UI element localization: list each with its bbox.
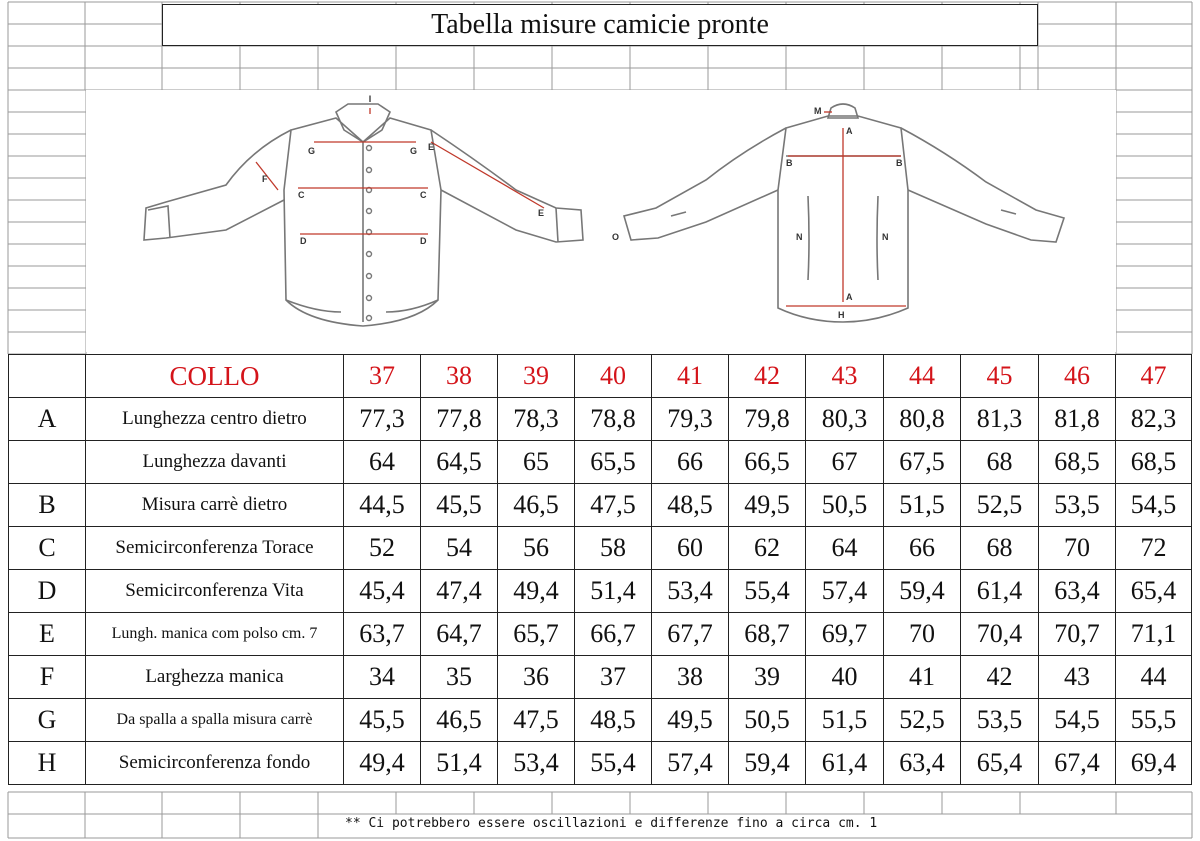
measure-value: 68 (961, 527, 1039, 570)
front-buttons (367, 146, 372, 321)
measure-value: 67,5 (884, 441, 961, 484)
measure-label: Misura carrè dietro (86, 484, 344, 527)
measure-value: 67 (806, 441, 884, 484)
measure-value: 58 (575, 527, 652, 570)
measure-value: 72 (1116, 527, 1192, 570)
measure-value: 66 (884, 527, 961, 570)
size-header-cell: 43 (806, 355, 884, 398)
diagram-label: G (308, 146, 316, 156)
measure-value: 78,3 (498, 398, 575, 441)
measure-value: 48,5 (652, 484, 729, 527)
table-row (9, 398, 1192, 441)
measure-value: 52 (344, 527, 421, 570)
size-header-cell: 42 (729, 355, 806, 398)
back-shirt-drawing (624, 104, 1064, 322)
measure-value: 49,4 (344, 742, 421, 785)
table-row (9, 656, 1192, 699)
measure-value: 80,3 (806, 398, 884, 441)
size-header-cell: 41 (652, 355, 729, 398)
measure-value: 70 (1039, 527, 1116, 570)
measure-value: 39 (729, 656, 806, 699)
measure-value: 56 (498, 527, 575, 570)
table-row (9, 527, 1192, 570)
diagram-label: H (838, 310, 845, 320)
diagram-label: N (796, 232, 803, 242)
measure-value: 51,4 (421, 742, 498, 785)
measure-value: 66,7 (575, 613, 652, 656)
measure-value: 52,5 (884, 699, 961, 742)
measure-value: 47,5 (575, 484, 652, 527)
size-header-row (9, 355, 1192, 398)
measure-value: 52,5 (961, 484, 1039, 527)
measure-value: 62 (729, 527, 806, 570)
measure-value: 54 (421, 527, 498, 570)
measure-value: 78,8 (575, 398, 652, 441)
diagram-label: A (846, 292, 853, 302)
front-shirt-drawing (144, 104, 583, 326)
size-header-cell: 38 (421, 355, 498, 398)
measure-value: 49,5 (729, 484, 806, 527)
measure-label: Lunghezza centro dietro (86, 398, 344, 441)
measure-value: 46,5 (421, 699, 498, 742)
measure-value: 65,4 (1116, 570, 1192, 613)
measure-value: 63,4 (1039, 570, 1116, 613)
diagram-label: I (368, 94, 372, 104)
measure-value: 77,3 (344, 398, 421, 441)
measure-value: 70 (884, 613, 961, 656)
measure-letter: A (9, 398, 86, 441)
diagram-label: A (846, 126, 853, 136)
measure-value: 66,5 (729, 441, 806, 484)
footnote: ** Ci potrebbero essere oscillazioni e differenze fino a circa cm. 1 (345, 816, 878, 831)
measure-letter: F (9, 656, 86, 699)
measure-value: 55,5 (1116, 699, 1192, 742)
measure-value: 68,5 (1116, 441, 1192, 484)
measure-value: 64,7 (421, 613, 498, 656)
measure-value: 68,5 (1039, 441, 1116, 484)
measure-label: Semicirconferenza fondo (86, 742, 344, 785)
measure-value: 53,4 (498, 742, 575, 785)
diagram-label: N (882, 232, 889, 242)
size-header-cell: 39 (498, 355, 575, 398)
measure-value: 51,5 (806, 699, 884, 742)
measure-label: Larghezza manica (86, 656, 344, 699)
measure-value: 47,4 (421, 570, 498, 613)
measure-value: 81,3 (961, 398, 1039, 441)
measure-value: 67,4 (1039, 742, 1116, 785)
measure-value: 47,5 (498, 699, 575, 742)
measure-value: 70,7 (1039, 613, 1116, 656)
measure-value: 65,7 (498, 613, 575, 656)
diagram-label: G (410, 146, 418, 156)
size-header-cell: 46 (1039, 355, 1116, 398)
measure-value: 82,3 (1116, 398, 1192, 441)
diagram-label: D (300, 236, 307, 246)
measure-value: 55,4 (729, 570, 806, 613)
size-header-cell: 45 (961, 355, 1039, 398)
table-row (9, 742, 1192, 785)
diagram-label: F (262, 174, 268, 184)
measure-value: 57,4 (652, 742, 729, 785)
corner-cell (9, 355, 86, 398)
measure-letter: H (9, 742, 86, 785)
measure-value: 48,5 (575, 699, 652, 742)
table-row (9, 441, 1192, 484)
page-title: Tabella misure camicie pronte (162, 4, 1038, 46)
measure-value: 34 (344, 656, 421, 699)
measure-value: 64 (806, 527, 884, 570)
measure-value: 79,3 (652, 398, 729, 441)
measure-value: 54,5 (1116, 484, 1192, 527)
measure-value: 36 (498, 656, 575, 699)
size-header-cell: 44 (884, 355, 961, 398)
measure-value: 44,5 (344, 484, 421, 527)
measure-value: 63,7 (344, 613, 421, 656)
shirt-measurement-diagram (86, 90, 1116, 352)
measure-value: 71,1 (1116, 613, 1192, 656)
measure-value: 50,5 (729, 699, 806, 742)
measure-value: 59,4 (729, 742, 806, 785)
measure-value: 68,7 (729, 613, 806, 656)
measure-value: 59,4 (884, 570, 961, 613)
measure-value: 45,5 (344, 699, 421, 742)
back-labels (612, 106, 903, 320)
measure-letter: D (9, 570, 86, 613)
measure-value: 55,4 (575, 742, 652, 785)
measure-value: 54,5 (1039, 699, 1116, 742)
measure-value: 80,8 (884, 398, 961, 441)
measure-value: 64,5 (421, 441, 498, 484)
measure-value: 77,8 (421, 398, 498, 441)
size-header-cell: 37 (344, 355, 421, 398)
measure-value: 64 (344, 441, 421, 484)
table-row (9, 699, 1192, 742)
measure-letter: B (9, 484, 86, 527)
size-table (8, 354, 1192, 785)
measure-value: 49,4 (498, 570, 575, 613)
measure-value: 35 (421, 656, 498, 699)
measure-value: 53,4 (652, 570, 729, 613)
measure-value: 44 (1116, 656, 1192, 699)
measure-value: 70,4 (961, 613, 1039, 656)
diagram-label: B (786, 158, 793, 168)
measure-value: 42 (961, 656, 1039, 699)
measure-value: 50,5 (806, 484, 884, 527)
measure-value: 43 (1039, 656, 1116, 699)
measure-value: 37 (575, 656, 652, 699)
measure-value: 45,5 (421, 484, 498, 527)
size-header-cell: 47 (1116, 355, 1192, 398)
measure-value: 49,5 (652, 699, 729, 742)
measure-value: 61,4 (806, 742, 884, 785)
measure-value: 69,4 (1116, 742, 1192, 785)
diagram-label: O (612, 232, 620, 242)
measure-value: 60 (652, 527, 729, 570)
diagram-label: M (814, 106, 822, 116)
diagram-label: C (420, 190, 427, 200)
diagram-label: E (428, 142, 435, 152)
measure-value: 65 (498, 441, 575, 484)
measure-label: Semicirconferenza Vita (86, 570, 344, 613)
measure-value: 51,5 (884, 484, 961, 527)
measure-value: 38 (652, 656, 729, 699)
measure-value: 57,4 (806, 570, 884, 613)
table-row (9, 484, 1192, 527)
measure-value: 40 (806, 656, 884, 699)
measure-value: 65,5 (575, 441, 652, 484)
measure-letter: E (9, 613, 86, 656)
measure-value: 41 (884, 656, 961, 699)
table-row (9, 613, 1192, 656)
diagram-label: C (298, 190, 305, 200)
front-measure-lines (256, 108, 544, 234)
measure-value: 66 (652, 441, 729, 484)
size-header-cell: 40 (575, 355, 652, 398)
measure-value: 53,5 (961, 699, 1039, 742)
diagram-label: D (420, 236, 427, 246)
measure-value: 61,4 (961, 570, 1039, 613)
measure-value: 53,5 (1039, 484, 1116, 527)
collar-header: COLLO (86, 355, 344, 398)
measure-letter: G (9, 699, 86, 742)
measure-letter (9, 441, 86, 484)
measure-value: 67,7 (652, 613, 729, 656)
table-row (9, 570, 1192, 613)
diagram-label: E (538, 208, 545, 218)
diagram-label: B (896, 158, 903, 168)
measure-value: 65,4 (961, 742, 1039, 785)
measure-letter: C (9, 527, 86, 570)
measure-value: 51,4 (575, 570, 652, 613)
measure-label: Semicirconferenza Torace (86, 527, 344, 570)
measure-value: 68 (961, 441, 1039, 484)
measure-value: 45,4 (344, 570, 421, 613)
measure-value: 63,4 (884, 742, 961, 785)
measure-value: 81,8 (1039, 398, 1116, 441)
measure-label: Lunghezza davanti (86, 441, 344, 484)
back-measure-lines (786, 112, 906, 306)
measure-label: Da spalla a spalla misura carrè (86, 699, 344, 742)
measure-label: Lungh. manica com polso cm. 7 (86, 613, 344, 656)
measure-value: 69,7 (806, 613, 884, 656)
measure-value: 79,8 (729, 398, 806, 441)
measure-value: 46,5 (498, 484, 575, 527)
